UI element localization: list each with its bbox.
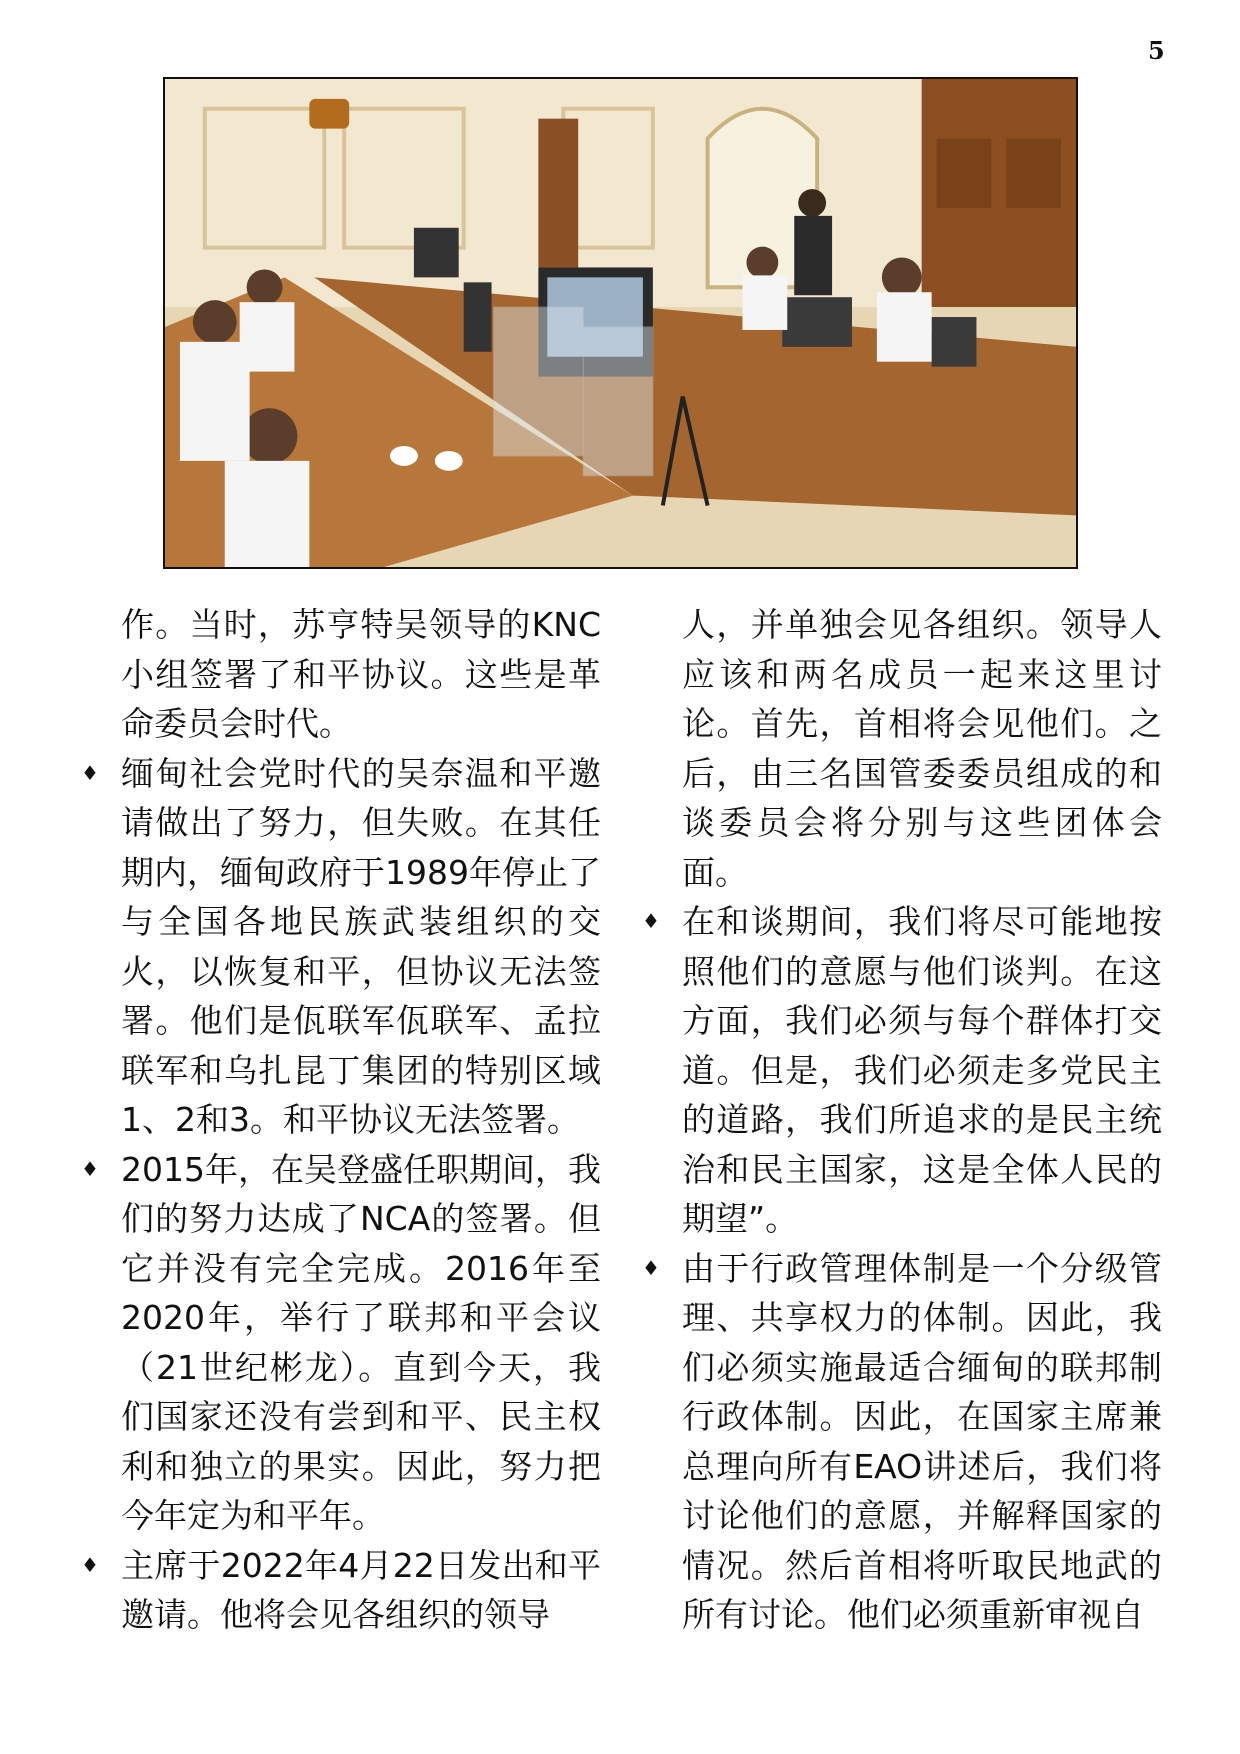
paragraph-text: 作。当时，苏亨特吴领导的KNC小组签署了和平协议。这些是革命委员会时代。 <box>121 605 601 743</box>
bullet-text: 缅甸社会党时代的吴奈温和平邀请做出了努力，但失败。在其任期内，缅甸政府于1989年停止了与全国各地民族武装组织的交火，以恢复和平，但协议无法签署。他们是佤联军佤联军、孟拉联军和乌扎昆丁集团的特别区域1、2和3。和平协议无法签署。 <box>121 753 601 1139</box>
paragraph <box>121 600 601 749</box>
left-column <box>81 600 601 1640</box>
bullet-text: 2015年，在吴登盛任职期间，我们的努力达成了NCA的签署。但它并没有完全完成。2016年至2020年，举行了联邦和平会议（21世纪彬龙）。直到今天，我们国家还没有尝到和平、民主权利和独立的果实。因此，努力把今年定为和平年。 <box>121 1149 601 1535</box>
bullet-text: 由于行政管理体制是一个分级管理、共享权力的体制。因此，我们必须实施最适合缅甸的联邦制行政体制。因此，在国家主席兼总理向所有EAO讲述后，我们将讨论他们的意愿，并解释国家的情况。然后首相将听取民地武的所有讨论。他们必须重新审视自 <box>682 1248 1162 1634</box>
meeting-photo <box>163 77 1078 569</box>
bullet-item <box>81 1145 601 1541</box>
paragraph-text: 人，并单独会见各组织。领导人应该和两名成员一起来这里讨论。首先，首相将会见他们。之后，由三名国管委委员组成的和谈委员会将分别与这些团体会面。 <box>682 605 1162 892</box>
paragraph <box>682 600 1162 897</box>
bullet-diamond-icon: ♦ <box>642 1255 660 1280</box>
bullet-text: 在和谈期间，我们将尽可能地按照他们的意愿与他们谈判。在这方面，我们必须与每个群体打交道。但是，我们必须走多党民主的道路，我们所追求的是民主统治和民主国家，这是全体人民的期望”。 <box>682 902 1162 1238</box>
bullet-item <box>81 749 601 1145</box>
bullet-diamond-icon: ♦ <box>642 909 660 933</box>
bullet-diamond-icon: ♦ <box>81 1552 99 1577</box>
bullet-item <box>642 897 1162 1244</box>
bullet-diamond-icon: ♦ <box>81 760 99 785</box>
right-column <box>642 600 1162 1640</box>
page-number: 5 <box>1148 36 1165 65</box>
bullet-text: 主席于2022年4月22日发出和平邀请。他将会见各组织的领导 <box>121 1545 601 1634</box>
bullet-item <box>81 1541 601 1640</box>
bullet-item <box>642 1244 1162 1640</box>
bullet-diamond-icon: ♦ <box>81 1156 99 1181</box>
meeting-photo-illustration <box>165 79 1076 567</box>
